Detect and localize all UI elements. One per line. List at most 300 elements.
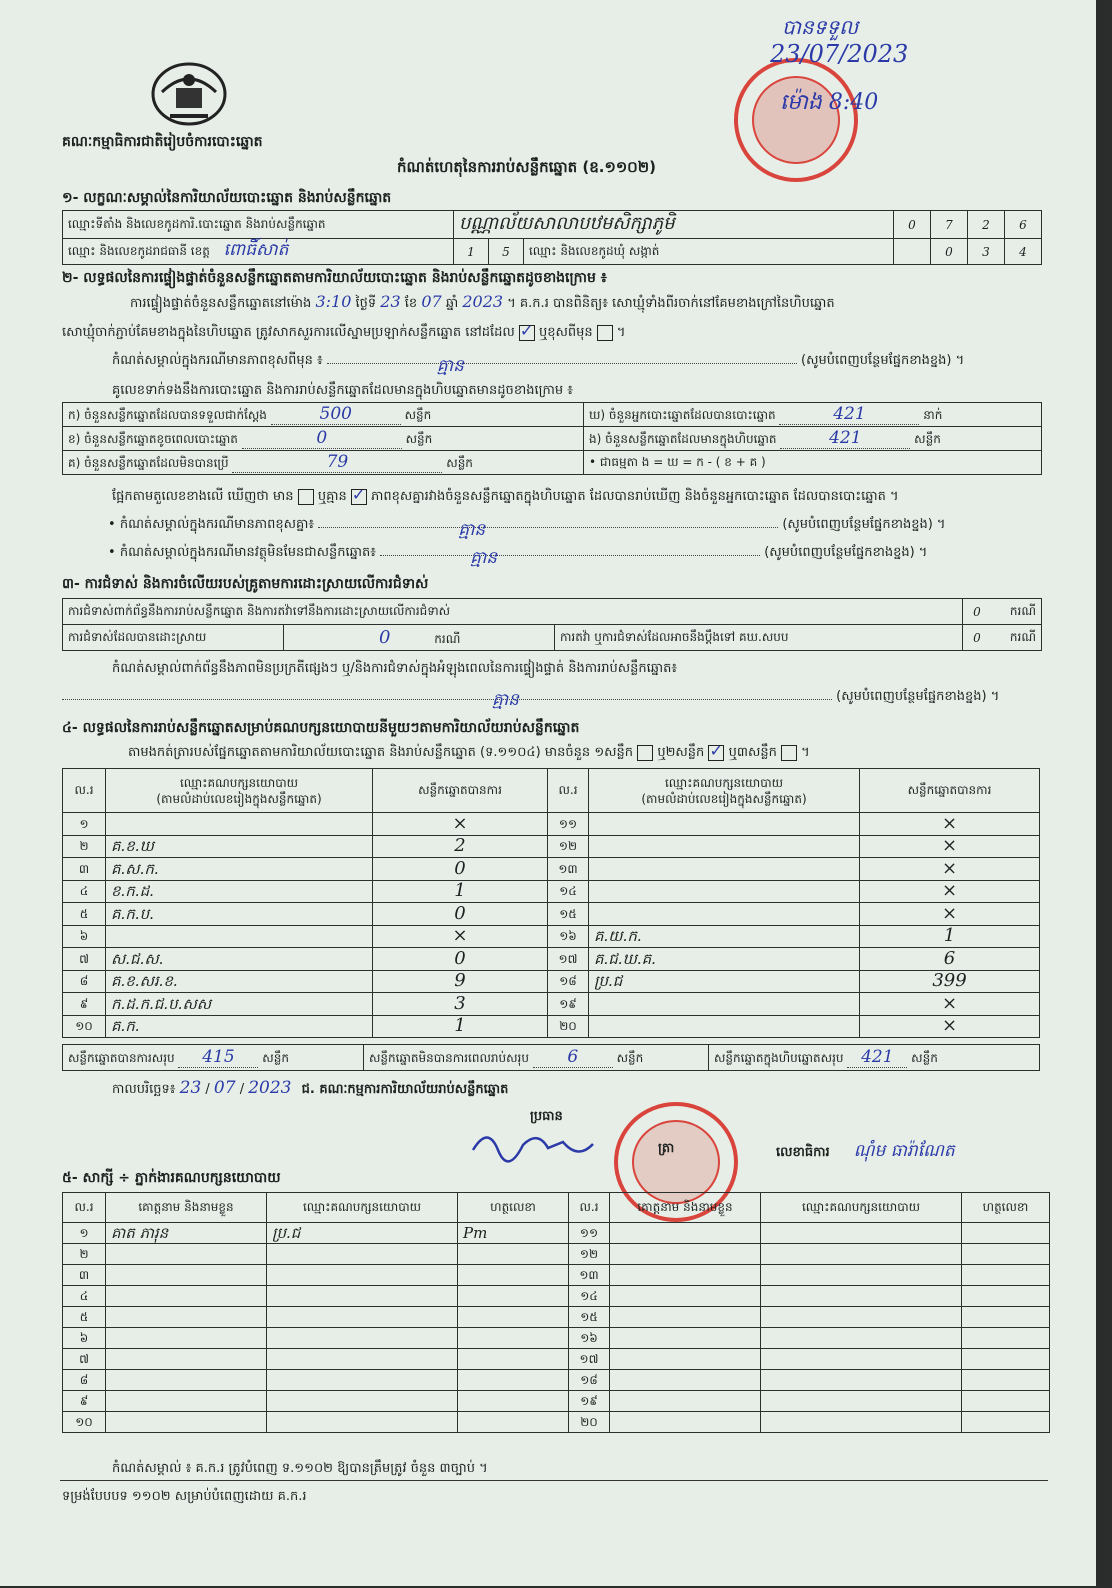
witness-name xyxy=(610,1349,761,1370)
resolved-cell xyxy=(284,625,555,651)
party-votes: 1 xyxy=(373,880,548,903)
col-no-header: ល.រ xyxy=(63,1193,106,1223)
witness-name xyxy=(106,1244,267,1265)
witness-party xyxy=(267,1286,458,1307)
witness-party xyxy=(267,1370,458,1391)
row-number: ១៨ xyxy=(548,970,589,993)
footer-divider xyxy=(60,1480,1048,1481)
has-difference-checkbox[interactable] xyxy=(298,489,314,505)
para-text: ថ្ងៃទី xyxy=(355,296,377,311)
party-name: គ.ខ.សរ.ខ. xyxy=(106,970,373,993)
row-number: ១៤ xyxy=(548,880,589,903)
appeal-label: ការតវ៉ា ឬការជំទាស់ដែលអាចនឹងប្ដឹងទៅ គឃ.សបប xyxy=(555,625,963,651)
verify-year: 2023 xyxy=(462,292,504,311)
party-name: គ.ក.ប. xyxy=(106,903,373,926)
witness-name xyxy=(106,1349,267,1370)
results-table xyxy=(62,768,1040,1038)
witness-party xyxy=(761,1391,962,1412)
voters-value: 421 xyxy=(833,404,866,424)
party-name xyxy=(589,858,860,881)
figure-label: ឃ) ចំនួនអ្នកបោះឆ្នោតដែលបានបោះឆ្នោត xyxy=(589,408,776,422)
province-value: ពោធិ៍សាត់ xyxy=(223,240,289,260)
results-row xyxy=(63,880,1040,903)
party-name: ប្រ.ជ xyxy=(589,970,860,993)
unit-label: សន្លឹក xyxy=(616,1051,644,1065)
para-text: ផ្អែកតាមតួលេខខាងលើ ឃើញថា មាន xyxy=(112,489,294,504)
witness-table xyxy=(62,1192,1050,1433)
party-name xyxy=(106,813,373,836)
party-votes: × xyxy=(373,813,548,836)
results-row xyxy=(63,813,1040,836)
row-number: ១០ xyxy=(63,1412,106,1433)
date-label: កាលបរិច្ឆេទ៖ xyxy=(112,1082,176,1097)
row-number: ១៣ xyxy=(569,1265,610,1286)
date-year: 2023 xyxy=(248,1078,292,1098)
party-name xyxy=(589,1015,860,1038)
witness-party: ប្រ.ជ xyxy=(267,1223,458,1244)
para-text: ឆ្នាំ xyxy=(445,296,459,311)
bullet-note-2: • កំណត់សម្គាល់ក្នុងករណីមានវត្ថុមិនមែនជាសន្លឹកឆ្នោត៖ គ្មាន (សូមបំពេញបន្ថែមផ្នែកខាងខ្នង) ។ xyxy=(108,544,927,563)
ballots-received-value: 500 xyxy=(319,404,352,424)
col-sign-header: ហត្ថលេខា xyxy=(962,1193,1050,1223)
row-number: ២ xyxy=(63,835,106,858)
one-sheet-checkbox[interactable] xyxy=(637,745,653,761)
received-date: 23/07/2023 xyxy=(770,40,909,68)
resolved-value: 0 xyxy=(379,626,391,648)
results-row xyxy=(63,925,1040,948)
party-name: គ.យ.ក. xyxy=(589,925,860,948)
section-3-title: ៣- ការជំទាស់ និងការចំលើយរបស់គ្រូតាមការដោះស្រាយលើការជំទាស់ xyxy=(62,576,429,592)
witness-signature xyxy=(962,1244,1050,1265)
results-row xyxy=(63,948,1040,971)
total-label: សន្លឹកឆ្នោតក្នុងហិបឆ្នោតសរុប xyxy=(714,1051,844,1065)
party-name: គ.ខ.ឃ xyxy=(106,835,373,858)
row-number: ១៥ xyxy=(548,903,589,926)
witness-signature xyxy=(962,1370,1050,1391)
party-votes: 9 xyxy=(373,970,548,993)
party-votes: 1 xyxy=(373,1015,548,1038)
row-number: ៦ xyxy=(63,925,106,948)
irregularity-line xyxy=(62,688,1000,710)
bullet-note-1: • កំណត់សម្គាល់ក្នុងករណីមានភាពខុសគ្នា៖ គ្មាន (សូមបំពេញបន្ថែមផ្នែកខាងខ្នង) ។ xyxy=(108,516,945,535)
row-number: ៤ xyxy=(63,1286,106,1307)
section-4-title: ៤- លទ្ធផលនៃការរាប់សន្លឹកឆ្នោតសម្រាប់គណបក្សនយោបាយនីមួយៗតាមការិយាល័យរាប់សន្លឹកឆ្នោត xyxy=(62,720,580,736)
witness-signature: Pm xyxy=(458,1223,569,1244)
para-text: តាមងកត់ត្រារបស់ផ្នែកឆ្នោតតាមការិយាល័យបោះឆ្នោត និងរាប់សន្លឹកឆ្នោត (ទ.១១០៤) មានចំនួន ១សន្លឹក xyxy=(128,745,634,760)
seal-label: ត្រា xyxy=(658,1141,675,1156)
row-number: ១៣ xyxy=(548,858,589,881)
row-number: ១៧ xyxy=(548,948,589,971)
commune-code-digit: 3 xyxy=(968,239,1005,265)
formula: ជាធម្មតា ង = ឃ = ក - ( ខ + គ ) xyxy=(599,454,766,469)
party-votes: 399 xyxy=(860,970,1040,993)
row-number: ១៧ xyxy=(569,1349,610,1370)
province-label xyxy=(63,239,454,265)
witness-party xyxy=(761,1223,962,1244)
witness-signature xyxy=(962,1265,1050,1286)
witness-party xyxy=(267,1328,458,1349)
witness-name xyxy=(106,1412,267,1433)
witness-signature xyxy=(962,1412,1050,1433)
party-votes: 1 xyxy=(860,925,1040,948)
witness-row xyxy=(63,1223,1050,1244)
party-name xyxy=(589,993,860,1016)
party-name: ស.ជ.ស. xyxy=(106,948,373,971)
col-party-header xyxy=(106,769,373,813)
witness-row xyxy=(63,1370,1050,1391)
para-text: ឬខុសពីមុន xyxy=(539,325,593,340)
section-2-title: ២- លទ្ធផលនៃការផ្ទៀងផ្ទាត់ចំនួនសន្លឹកឆ្នោតតាមការិយាល័យបោះឆ្នោត និងរាប់សន្លឹកឆ្នោតដូចខាងក្រោម ៖ xyxy=(62,270,607,286)
party-name: គ.ក. xyxy=(106,1015,373,1038)
para-text: ខែ xyxy=(404,296,418,311)
row-number: ២០ xyxy=(569,1412,610,1433)
party-name: ខ.ក.ដ. xyxy=(106,880,373,903)
party-votes: 0 xyxy=(373,903,548,926)
witness-signature xyxy=(458,1391,569,1412)
witness-party xyxy=(267,1307,458,1328)
different-checkbox[interactable] xyxy=(597,325,613,341)
party-name: ក.ដ.ក.ជ.ប.សស xyxy=(106,993,373,1016)
witness-name xyxy=(106,1286,267,1307)
row-number: ១៦ xyxy=(548,925,589,948)
results-row xyxy=(63,993,1040,1016)
witness-party xyxy=(267,1391,458,1412)
date-line: កាលបរិច្ឆេទ៖ 23 / 07 / 2023 ជ. គណៈកម្មការការិយាល័យរាប់សន្លឹកឆ្នោត xyxy=(112,1078,509,1098)
col-party-header: ឈ្មោះគណបក្សនយោបាយ xyxy=(267,1193,458,1223)
col-party-header xyxy=(589,769,860,813)
row-number: ៧ xyxy=(63,948,106,971)
witness-party xyxy=(267,1244,458,1265)
commune-label: ឈ្មោះ និងលេខកូដឃុំ សង្កាត់ xyxy=(524,239,894,265)
party-name xyxy=(589,835,860,858)
witness-name xyxy=(610,1244,761,1265)
received-time: ម៉ោង 8:40 xyxy=(780,90,879,115)
unit-label: សន្លឹក xyxy=(262,1051,289,1065)
figures-intro: គូលេខទាក់ទងនឹងការបោះឆ្នោត និងការរាប់សន្លឹកឆ្នោតដែលមានក្នុងហិបឆ្នោតមានដូចខាងក្រោម ៖ xyxy=(112,383,573,398)
party-name: គ.ជ.ឃ.គ. xyxy=(589,948,860,971)
chair-label: ប្រធាន xyxy=(530,1109,563,1124)
irregularity-value: គ្មាន xyxy=(492,690,519,710)
witness-signature xyxy=(458,1412,569,1433)
two-sheet-checkbox[interactable] xyxy=(708,745,724,761)
witness-row xyxy=(63,1244,1050,1265)
province-code-digit: 1 xyxy=(454,239,489,265)
province-label-text: ឈ្មោះ និងលេខកូដរាជធានី ខេត្ត xyxy=(68,244,210,258)
witness-signature xyxy=(458,1307,569,1328)
row-number: ៨ xyxy=(63,1370,106,1391)
witness-signature xyxy=(962,1328,1050,1349)
witness-party xyxy=(761,1244,962,1265)
row-number: ១ xyxy=(63,813,106,836)
verify-time: 3:10 xyxy=(315,292,352,311)
witness-signature xyxy=(458,1370,569,1391)
para-text: ការផ្ទៀងផ្ទាត់ចំនួនសន្លឹកឆ្នោតនៅម៉ោង xyxy=(130,296,312,311)
col-votes-header: សន្លឹកឆ្នោតបានការ xyxy=(860,769,1040,813)
same-checkbox[interactable] xyxy=(519,325,535,341)
witness-party xyxy=(761,1328,962,1349)
party-votes: 3 xyxy=(373,993,548,1016)
fill-more-note: (សូមបំពេញបន្ថែមផ្នែកខាងខ្នង) ។ xyxy=(836,689,1000,704)
para-text: ភាពខុសគ្នារវាងចំនួនសន្លឹកឆ្នោតក្នុងហិបឆ្នោត ដែលបានរាប់ឃើញ និងចំនួនអ្នកបោះឆ្នោត ដែលបានបោះឆ្នោត ។ xyxy=(371,489,899,504)
total-box-value: 421 xyxy=(861,1047,894,1067)
party-votes: × xyxy=(860,813,1040,836)
code-digit: 7 xyxy=(931,211,968,239)
difference-note-value: គ្មាន xyxy=(458,520,486,540)
note-dots xyxy=(327,356,797,376)
case-label: ករណី xyxy=(434,631,461,646)
code-digit: 0 xyxy=(894,211,931,239)
col-name-header: គោត្តនាម និងនាមខ្លួន xyxy=(610,1193,761,1223)
col-no-header: ល.រ xyxy=(569,1193,610,1223)
form-title: កំណត់ហេតុនៃការរាប់សន្លឹកឆ្នោត (ឧ.១១០២) xyxy=(397,158,657,176)
unit-label: សន្លឹក xyxy=(914,432,941,446)
row-number: ៦ xyxy=(63,1328,106,1349)
chair-signature-icon xyxy=(468,1120,608,1170)
total-invalid-cell xyxy=(364,1045,709,1071)
witness-name xyxy=(610,1286,761,1307)
witness-signature xyxy=(962,1223,1050,1244)
party-votes: × xyxy=(860,880,1040,903)
total-valid-value: 415 xyxy=(202,1047,235,1067)
received-note: បានទទួល xyxy=(782,15,859,39)
results-row xyxy=(63,835,1040,858)
results-row xyxy=(63,903,1040,926)
witness-name xyxy=(610,1328,761,1349)
verify-month: 07 xyxy=(421,292,442,311)
figure-label: គ) ចំនួនសន្លឹកឆ្នោតដែលមិនបានប្រើ xyxy=(68,456,229,470)
unit-label: នាក់ xyxy=(923,408,943,422)
row-number: ៥ xyxy=(63,903,106,926)
unit-label: សន្លឹក xyxy=(446,456,473,470)
secretary-signature: ណុំម ធារ៉ាណែត xyxy=(853,1141,955,1161)
witness-name: គាត ភារុន xyxy=(106,1223,267,1244)
row-number: ៩ xyxy=(63,993,106,1016)
spoiled-value: 0 xyxy=(316,428,328,448)
sheet-count-line: តាមងកត់ត្រារបស់ផ្នែកឆ្នោតតាមការិយាល័យបោះឆ្នោត និងរាប់សន្លឹកឆ្នោត (ទ.១១០៤) មានចំនួន ១សន្លឹក ឬ២សន្លឹក ✓ ឬ៣សន្លឹក ។ xyxy=(128,744,810,763)
witness-party xyxy=(267,1265,458,1286)
total-valid-cell xyxy=(63,1045,364,1071)
row-number: ១ xyxy=(63,1223,106,1244)
witness-signature xyxy=(962,1286,1050,1307)
row-number: ១០ xyxy=(63,1015,106,1038)
witness-party xyxy=(267,1412,458,1433)
difference-line xyxy=(112,488,899,507)
party-votes: 0 xyxy=(373,948,548,971)
witness-row xyxy=(63,1265,1050,1286)
unit-label: សន្លឹក xyxy=(404,408,432,422)
resolved-label: ការជំទាស់ដែលបានដោះស្រាយ xyxy=(63,625,284,651)
case-label: ករណី xyxy=(991,625,1042,651)
para-text: ឬ២សន្លឹក xyxy=(657,745,705,760)
appeal-value: 0 xyxy=(962,625,991,651)
figure-label: ខ) ចំនួនសន្លឹកឆ្នោតខូចពេលបោះឆ្នោត xyxy=(68,432,238,446)
total-box-cell xyxy=(709,1045,1040,1071)
witness-signature xyxy=(962,1349,1050,1370)
row-number: ១៨ xyxy=(569,1370,610,1391)
party-votes: × xyxy=(860,1015,1040,1038)
witness-signature xyxy=(962,1307,1050,1328)
row-number: ១៥ xyxy=(569,1307,610,1328)
row-number: ៩ xyxy=(63,1391,106,1412)
results-row xyxy=(63,858,1040,881)
commune-code-digit: 0 xyxy=(931,239,968,265)
witness-party xyxy=(761,1412,962,1433)
witness-name xyxy=(610,1265,761,1286)
row-number: ១១ xyxy=(548,813,589,836)
figure-label: ក) ចំនួនសន្លឹកឆ្នោតដែលបានទទួលជាក់ស្តែង xyxy=(68,408,267,422)
witness-party xyxy=(761,1349,962,1370)
witness-name xyxy=(106,1328,267,1349)
col-sign-header: ហត្ថលេខា xyxy=(458,1193,569,1223)
party-name xyxy=(589,903,860,926)
party-votes: 2 xyxy=(373,835,548,858)
witness-party xyxy=(761,1307,962,1328)
witness-name xyxy=(106,1307,267,1328)
party-name xyxy=(589,880,860,903)
note-1-line xyxy=(112,352,965,376)
total-invalid-value: 6 xyxy=(567,1047,579,1067)
party-votes: × xyxy=(860,993,1040,1016)
col-votes-header: សន្លឹកឆ្នោតបានការ xyxy=(373,769,548,813)
objections-table xyxy=(62,598,1042,651)
results-row xyxy=(63,970,1040,993)
party-votes: × xyxy=(860,835,1040,858)
code-digit: 6 xyxy=(1005,211,1042,239)
col-no-header: ល.រ xyxy=(63,769,106,813)
verification-paragraph xyxy=(130,292,835,314)
three-sheet-checkbox[interactable] xyxy=(781,745,797,761)
no-difference-checkbox[interactable] xyxy=(351,489,367,505)
fill-more-note: (សូមបំពេញបន្ថែមផ្នែកខាងខ្នង) ។ xyxy=(764,545,928,560)
row-number: ២ xyxy=(63,1244,106,1265)
objections-label: ការជំទាស់ពាក់ព័ន្ធនឹងការរាប់សន្លឹកឆ្នោត និងការតវ៉ាទៅនឹងការដោះស្រាយលើការជំទាស់ xyxy=(63,599,963,625)
unit-label: សន្លឹក xyxy=(911,1051,938,1065)
para-text: សោឃ្មុំចាក់ភ្ជាប់គែមខាងក្នុងនៃហិបឆ្នោត ត្រូវសាកសួរការលើស្នាមប្រឡាក់សន្លឹកឆ្នោត នៅដដែល xyxy=(62,325,515,340)
party-header-sub: (តាមលំដាប់លេខរៀងក្នុងសន្លឹកឆ្នោត) xyxy=(156,791,322,806)
foreign-object-note-value: គ្មាន xyxy=(470,548,498,568)
row-number: ២០ xyxy=(548,1015,589,1038)
party-votes: × xyxy=(860,858,1040,881)
secretary-line xyxy=(776,1140,955,1165)
totals-table xyxy=(62,1044,1040,1071)
witness-name xyxy=(106,1265,267,1286)
unit-label: សន្លឹក xyxy=(405,432,433,446)
form-note: ទម្រង់បែបបទ ១១០២ សម្រាប់បំពេញដោយ គ.ក.រ xyxy=(62,1489,307,1504)
witness-signature xyxy=(458,1328,569,1349)
para-text: ឬ៣សន្លឹក xyxy=(728,745,777,760)
code-digit: 2 xyxy=(968,211,1005,239)
fill-more-note: (សូមបំពេញបន្ថែមផ្នែកខាងខ្នង) ។ xyxy=(782,517,946,532)
row-number: ៣ xyxy=(63,1265,106,1286)
witness-party xyxy=(761,1286,962,1307)
party-votes: 0 xyxy=(373,858,548,881)
col-no-header: ល.រ xyxy=(548,769,589,813)
witness-name xyxy=(106,1391,267,1412)
witness-signature xyxy=(458,1349,569,1370)
witness-name xyxy=(610,1412,761,1433)
party-name xyxy=(589,813,860,836)
party-name xyxy=(106,925,373,948)
party-header-sub: (តាមលំដាប់លេខរៀងក្នុងសន្លឹកឆ្នោត) xyxy=(641,791,807,806)
row-number: ១១ xyxy=(569,1223,610,1244)
row-number: ១២ xyxy=(548,835,589,858)
witness-signature xyxy=(458,1286,569,1307)
party-votes: × xyxy=(373,925,548,948)
witness-row xyxy=(63,1328,1050,1349)
party-header-text: ឈ្មោះគណបក្សនយោបាយ xyxy=(179,775,299,790)
row-number: ៥ xyxy=(63,1307,106,1328)
figures-table: ក) ចំនួនសន្លឹកឆ្នោតដែលបានទទួលជាក់ស្តែង 500 សន្លឹក ឃ) ចំនួនអ្នកបោះឆ្នោតដែលបានបោះឆ្នោត 421 នាក់ ខ) ចំនួនសន្លឹកឆ្នោតខូចពេលបោះឆ្នោត 0 សន្លឹក ង) ចំនួនសន្លឹកឆ្នោតដែលមានក្នុងហិបឆ្នោត 421 សន្លឹក គ) ចំនួនសន្លឹកឆ្នោតដែលមិនបានប្រើ 79 សន្លឹក • ជាធម្មតា ង = ឃ = ក - ( ខ + គ ) xyxy=(62,402,1042,475)
witness-name xyxy=(610,1391,761,1412)
results-row xyxy=(63,1015,1040,1038)
witness-signature xyxy=(458,1265,569,1286)
objections-value: 0 xyxy=(962,599,991,625)
witness-signature xyxy=(962,1391,1050,1412)
date-day: 23 xyxy=(179,1078,202,1098)
witness-row xyxy=(63,1286,1050,1307)
witness-row xyxy=(63,1349,1050,1370)
para-text: ។ គ.ក.រ បានពិនិត្យ៖ សោឃ្មុំទាំងពីរចាក់នៅគែមខាងក្រៅនៃហិបឆ្នោត xyxy=(507,296,835,311)
row-number: ១២ xyxy=(569,1244,610,1265)
witness-name xyxy=(106,1370,267,1391)
row-number: ៨ xyxy=(63,970,106,993)
note-label: កំណត់សម្គាល់ក្នុងករណីមានភាពខុសពីមុន ៖ xyxy=(112,353,323,368)
verify-day: 23 xyxy=(380,292,401,311)
witness-signature xyxy=(458,1244,569,1265)
party-name: គ.ស.ក. xyxy=(106,858,373,881)
received-stamp xyxy=(734,58,858,182)
col-party-header: ឈ្មោះគណបក្សនយោបាយ xyxy=(761,1193,962,1223)
committee-label: ជ. គណៈកម្មការការិយាល័យរាប់សន្លឹកឆ្នោត xyxy=(301,1082,509,1097)
row-number: ១៦ xyxy=(569,1328,610,1349)
section-1-title: ១- លក្ខណៈសម្គាល់នៃការិយាល័យបោះឆ្នោត និងរាប់សន្លឹកឆ្នោត xyxy=(62,190,392,206)
witness-row xyxy=(63,1412,1050,1433)
witness-party xyxy=(267,1349,458,1370)
witness-name xyxy=(610,1370,761,1391)
row-number: ១៩ xyxy=(548,993,589,1016)
location-label: ឈ្មោះទីតាំង និងលេខកូដការិ.បោះឆ្នោត និងរាប់សន្លឹកឆ្នោត xyxy=(63,211,454,239)
party-header-text: ឈ្មោះគណបក្សនយោបាយ xyxy=(664,775,784,790)
witness-party xyxy=(761,1265,962,1286)
row-number: ១៩ xyxy=(569,1391,610,1412)
irregularity-note: កំណត់សម្គាល់ពាក់ព័ន្ធនឹងភាពមិនប្រក្រតីផ្សេងៗ ឬ/និងការជំទាស់ក្នុងអំឡុងពេលនៃការផ្ទៀងផ្ទាត់ និងការរាប់សន្លឹកឆ្នោត៖ xyxy=(112,661,678,676)
province-code-digit: 5 xyxy=(489,239,524,265)
case-label: ករណី xyxy=(991,599,1042,625)
total-label: សន្លឹកឆ្នោតមិនបានការពេលរាប់សរុប xyxy=(369,1051,529,1065)
witness-name xyxy=(610,1223,761,1244)
row-number: ១៤ xyxy=(569,1286,610,1307)
note-label: កំណត់សម្គាល់ក្នុងករណីមានវត្ថុមិនមែនជាសន្លឹកឆ្នោត៖ xyxy=(119,545,376,560)
witness-party xyxy=(761,1370,962,1391)
figure-label: ង) ចំនួនសន្លឹកឆ្នោតដែលមានក្នុងហិបឆ្នោត xyxy=(589,432,777,446)
nec-emblem-icon xyxy=(148,58,230,128)
party-votes: 6 xyxy=(860,948,1040,971)
committee-name: គណៈកម្មាធិការជាតិរៀបចំការបោះឆ្នោត xyxy=(62,134,263,150)
commune-code-digit: 4 xyxy=(1005,239,1042,265)
fill-more-note: (សូមបំពេញបន្ថែមផ្នែកខាងខ្នង) ។ xyxy=(801,353,965,368)
location-value: បណ្ណាល័យសាលាបឋមសិក្សាភូមិ xyxy=(454,211,894,239)
total-label: សន្លឹកឆ្នោតបានការសរុប xyxy=(68,1051,175,1065)
section-1-table xyxy=(62,210,1042,265)
note-label: កំណត់សម្គាល់ក្នុងករណីមានភាពខុសគ្នា៖ xyxy=(119,517,315,532)
in-box-value: 421 xyxy=(829,428,862,448)
witness-name xyxy=(610,1307,761,1328)
row-number: ៤ xyxy=(63,880,106,903)
note-1-value: គ្មាន xyxy=(436,356,464,376)
para-text: ឬគ្មាន xyxy=(317,489,347,504)
witness-row xyxy=(63,1307,1050,1328)
col-name-header: គោត្តនាម និងនាមខ្លួន xyxy=(106,1193,267,1223)
